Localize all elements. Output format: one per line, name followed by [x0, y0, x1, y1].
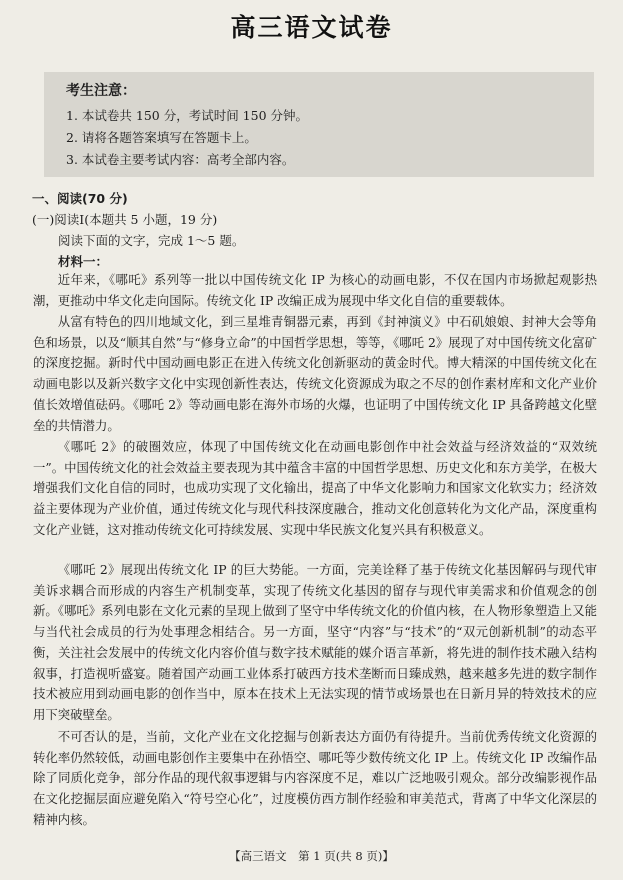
page-title: 高三语文试卷 [230, 13, 393, 42]
paragraph: 从富有特色的四川地域文化，到三星堆青铜器元素，再到《封神演义》中石矶娘娘、封神大会等角色和场景，以及“顺其自然”与“修身立命”的中国哲学思想，等等，《哪吒 2》展现了对中国传统文化富矿的深度挖掘。新时代中国动画电影正在进入传统文化创新驱动的黄金时代。博大精深的中国传统文化在动画电影以及新兴数字文化中实现创新性表达，传统文化资源成为取之不尽的创作素材库和文化产业价值长效增值砝码。《哪吒 2》等动画电影在海外市场的火爆，也证明了中国传统文化 IP 具备跨越文化壁垒的共情潜力。 [33, 314, 597, 433]
paragraph: 《哪吒 2》的破圈效应，体现了中国传统文化在动画电影创作中社会效益与经济效益的“双效统一”。中国传统文化的社会效益主要表现为其中蕴含丰富的中国哲学思想、历史文化和东方美学，在极大增强我们文化自信的同时，也成功实现了文化输出，提高了中华文化影响力和国家文化软实力；经济效益主要体现为产业价值，通过传统文化与现代科技深度融合，推动文化创意转化为文化产品，深度重构文化产业链，这对推动传统文化可持续发展、实现中华民族文化复兴具有积极意义。 [33, 439, 597, 537]
notice-item: 2. 请将各题答案填写在答题卡上。 [66, 130, 257, 145]
notice-item: 3. 本试卷主要考试内容：高考全部内容。 [66, 152, 295, 167]
paragraph: 不可否认的是，当前，文化产业在文化挖掘与创新表达方面仍有待提升。当前优秀传统文化资源的转化率仍然较低，动画电影创作主要集中在孙悟空、哪吒等少数传统文化 IP 上。传统文化 IP 改编作品除了同质化竞争，部分作品的现代叙事逻辑与内容深度不足，难以广泛地吸引观众。部分改编影视作品在文化挖掘层面应避免陷入“符号空心化”，过度模仿西方制作经验和审美范式，背离了中华文化深层的精神内核。 [33, 729, 597, 827]
notice-heading: 考生注意： [66, 83, 136, 99]
instruction-text: 阅读下面的文字，完成 1～5 题。 [58, 233, 245, 248]
paragraph: 近年来，《哪吒》系列等一批以中国传统文化 IP 为核心的动画电影，不仅在国内市场掀起观影热潮，更推动中华文化走向国际。传统文化 IP 改编正成为展现中华文化自信的重要载体。 [33, 272, 597, 308]
paragraph: 《哪吒 2》展现出传统文化 IP 的巨大势能。一方面，完美诠释了基于传统文化基因解码与现代审美诉求耦合而形成的内容生产机制变革，实现了传统文化基因的留存与现代审美需求和价值观念的创新。《哪吒》系列电影在文化元素的呈现上做到了坚守中华传统文化的价值内核，在人物形象塑造上又能与当代社会成员的行为处事理念相结合。另一方面，坚守“内容”与“技术”的“双元创新机制”的动态平衡，关注社会发展中的传统文化内容价值与数字技术赋能的媒介语言革新，将先进的制作技术融入结构叙事，打造视听盛宴。随着国产动画工业体系打破西方技术垄断而日臻成熟，越来越多先进的数字制作技术被应用到动画电影的创作当中，原本在技术上无法实现的情节或场景也在日新月异的特效技术的应用下突破壁垒。 [33, 562, 597, 722]
page-footer: 【高三语文 第 1 页(共 8 页)】 [229, 849, 394, 863]
notice-item: 1. 本试卷共 150 分，考试时间 150 分钟。 [66, 108, 309, 123]
material-label: 材料一： [58, 254, 109, 269]
section-heading: 一、阅读(70 分) [32, 191, 128, 206]
subsection-heading: (一)阅读Ⅰ(本题共 5 小题，19 分) [32, 212, 218, 227]
